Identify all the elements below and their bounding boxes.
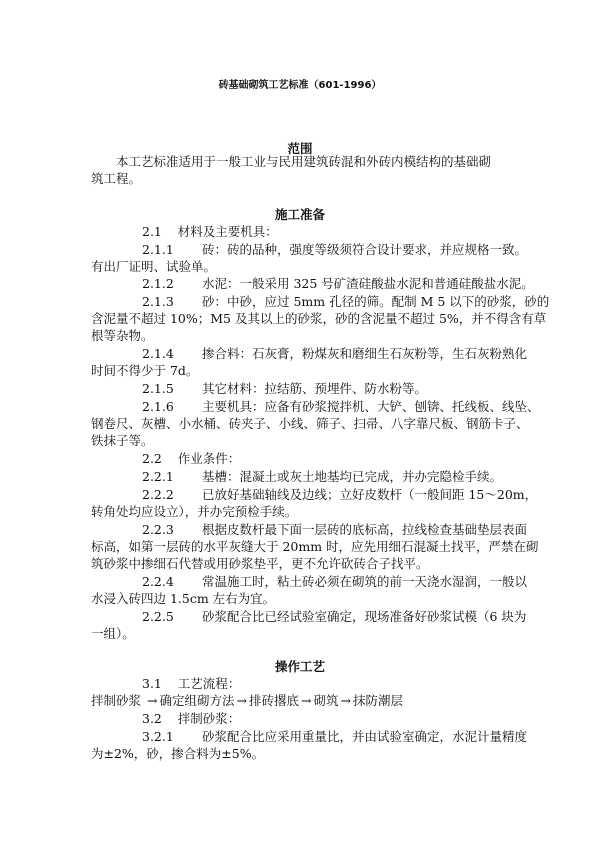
section-number: 2.1.3 [142, 294, 174, 309]
flow-arrow-icon: → [147, 693, 158, 708]
flow-step: 确定组砌方法 [159, 693, 235, 708]
section-2-2-2-cont: 转角处均应设立），并办完预检手续。 [91, 504, 298, 519]
section-text: 工艺流程： [177, 676, 241, 691]
section-number: 2.2.3 [142, 522, 174, 537]
section-2-2-1 [142, 469, 502, 485]
section-2-1-6-cont-2: 铁抹子等。 [91, 433, 154, 448]
section-number: 3.2.1 [142, 729, 174, 744]
flow-step: 抹防潮层 [352, 693, 403, 708]
section-number: 2.1.2 [142, 276, 174, 291]
section-text: 根据皮数杆最下面一层砖的底标高，拉线检查基础垫层表面 [202, 522, 528, 537]
section-2-2 [142, 451, 240, 467]
section-2-1-4-cont: 时间不得少于 7d。 [91, 363, 199, 378]
section-2-1-2 [142, 276, 534, 292]
section-text: 主要机具：应备有砂浆搅拌机、大铲、刨锛、托线板、线坠、 [202, 399, 540, 414]
section-2-2-3-cont-1: 标高，如第一层砖的水平灰缝大于 20mm 时，应先用细石混凝土找平，严禁在砌 [91, 539, 539, 554]
section-3-2-1-cont: 为±2%，砂，掺合料为±5%。 [91, 746, 265, 761]
section-number: 2.1.6 [142, 399, 174, 414]
section-2-1-4 [142, 346, 527, 362]
section-2-1 [142, 224, 278, 240]
flow-arrow-icon: → [236, 693, 247, 708]
section-text: 砂浆配合比应采用重量比，并由试验室确定，水泥计量精度 [202, 729, 528, 744]
section-2-1-1-cont: 有出厂证明、试验单。 [91, 259, 217, 274]
section-2-2-5 [142, 609, 526, 625]
section-text: 拌制砂浆： [177, 711, 241, 726]
section-text: 砂：中砂，应过 5mm 孔径的筛。配制 M 5 以下的砂浆，砂的 [202, 294, 550, 309]
section-number: 2.2.5 [142, 609, 174, 624]
section-number: 2.1.1 [142, 242, 174, 257]
section-2-2-3 [142, 522, 527, 538]
section-number: 2.1 [142, 224, 162, 239]
section-text: 常温施工时，粘土砖必须在砌筑的前一天浇水湿润，一般以 [202, 574, 528, 589]
section-2-1-3-cont-1: 含泥量不超过 10%；M5 及其以上的砂浆，砂的含泥量不超过 5%，并不得含有草 [91, 311, 547, 326]
section-2-1-1 [142, 242, 527, 258]
section-2-1-5 [142, 381, 427, 397]
section-text: 作业条件： [177, 451, 241, 466]
section-number: 2.1.5 [142, 381, 174, 396]
section-number: 2.2.1 [142, 469, 174, 484]
section-2-1-6-cont-1: 钢卷尺、灰槽、小水桶、砖夹子、小线、筛子、扫帚、八字靠尺板、钢筋卡子、 [91, 416, 529, 431]
flow-step: 排砖撂底 [248, 693, 299, 708]
section-3-1 [142, 676, 240, 692]
section-3-2-1 [142, 729, 527, 745]
prep-heading: 施工准备 [274, 207, 325, 222]
section-number: 2.2.4 [142, 574, 174, 589]
flow-step: 砌筑 [313, 693, 339, 708]
flow-arrow-icon: → [301, 693, 312, 708]
section-2-2-5-cont: 一组）。 [91, 626, 135, 641]
scope-line-2: 筑工程。 [91, 171, 142, 186]
section-text: 已放好基础轴线及边线；立好皮数杆（一般间距 15～20m， [202, 487, 538, 502]
section-number: 2.1.4 [142, 346, 174, 361]
flow-arrow-icon: → [340, 693, 351, 708]
section-text: 掺合料：石灰膏，粉煤灰和磨细生石灰粉等，生石灰粉熟化 [202, 346, 528, 361]
section-text: 其它材料：拉结筋、预埋件、防水粉等。 [202, 381, 428, 396]
scope-heading: 范围 [287, 141, 313, 156]
section-text: 基槽：混凝土或灰土地基均已完成，并办完隐检手续。 [202, 469, 503, 484]
section-2-2-2 [142, 487, 537, 503]
scope-line-1: 本工艺标准适用于一般工业与民用建筑砖混和外砖内模结构的基础砌 [116, 154, 492, 169]
section-2-2-4 [142, 574, 527, 590]
section-3-2 [142, 711, 240, 727]
section-text: 水泥：一般采用 325 号矿渣硅酸盐水泥和普通硅酸盐水泥。 [202, 276, 534, 291]
flow-step: 拌制砂浆 [91, 693, 142, 708]
section-number: 3.2 [142, 711, 162, 726]
section-2-1-6 [142, 399, 540, 415]
section-2-2-4-cont: 水浸入砖四边 1.5cm 左右为宜。 [91, 591, 276, 606]
section-2-1-3-cont-2: 根等杂物。 [91, 328, 154, 343]
section-text: 砖：砖的品种，强度等级须符合设计要求，并应规格一致。 [202, 242, 528, 257]
section-2-2-3-cont-2: 筑砂浆中掺细石代替或用砂浆垫平，更不允许砍砖合子找平。 [91, 556, 429, 571]
document-title: 砖基础砌筑工艺标准（601-1996） [218, 80, 382, 91]
section-text: 材料及主要机具： [177, 224, 278, 239]
section-text: 砂浆配合比已经试验室确定，现场准备好砂浆试模（6 块为 [202, 609, 527, 624]
section-2-1-3 [142, 294, 549, 310]
process-heading: 操作工艺 [274, 659, 325, 674]
section-number: 3.1 [142, 676, 162, 691]
section-number: 2.2.2 [142, 487, 174, 502]
section-number: 2.2 [142, 451, 162, 466]
process-flow [91, 693, 403, 709]
